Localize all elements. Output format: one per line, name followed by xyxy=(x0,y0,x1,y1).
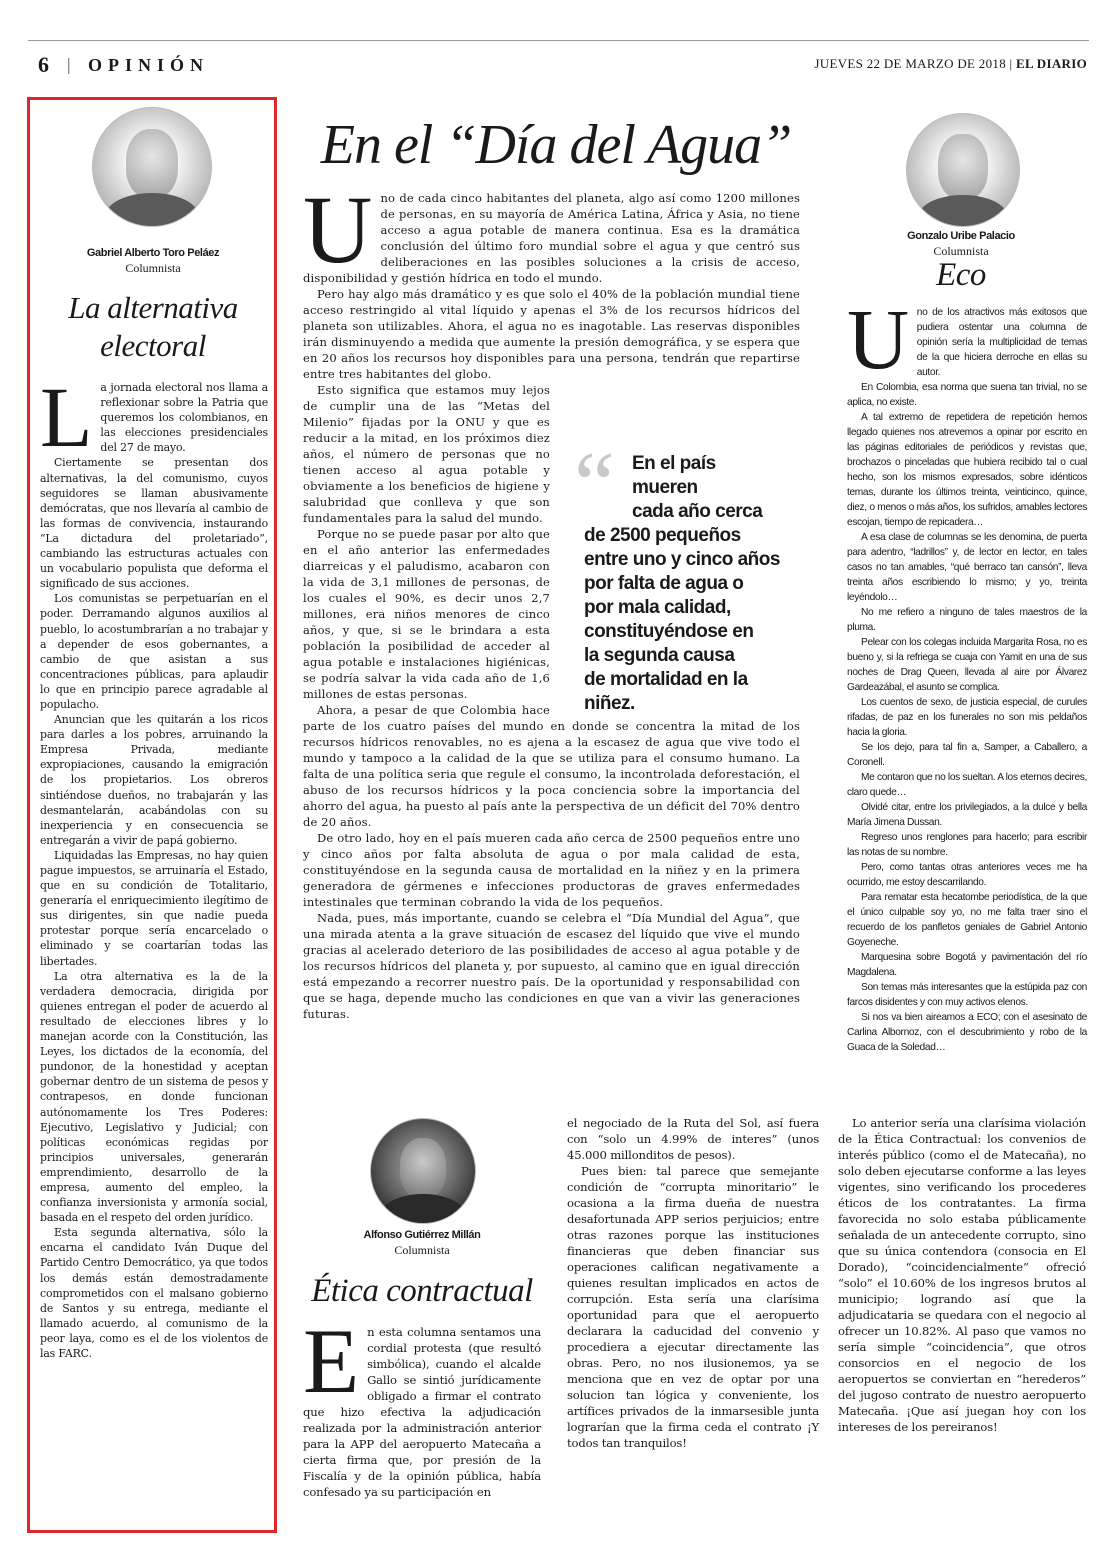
pull-quote-line: de 2500 pequeños xyxy=(584,525,741,546)
paragraph: Nada, pues, más importante, cuando se celebra el “Día Mundial del Agua”, que una mirada atenta a la grave situación de escasez del líquido que vive el mundo gracias al acelerado deterioro de las posibilidades de acceso al agua potable y de los recursos hídricos del planeta y, por supuesto, al camino que en igual dirección está empezando a recorrer nuestro país. De la oportunidad y responsabilidad con que se haga, depende mucho las condiciones en que van a vivir las generaciones futuras. xyxy=(303,911,800,1021)
paragraph: Pero, como tantas otras anteriores veces me ha ocurrido, me estoy descarrilando. xyxy=(847,862,1087,888)
section-name: OPINIÓN xyxy=(88,55,210,75)
paragraph: Pues bien: tal parece que semejante condición de “corrupta minoritario” le ocasiona a la firma dueña de nuestra desafortunada APP serios perjuicios; entre otras razones porque las instituciones financieras que deben financiar sus operaciones califican negativamente a quienes resultan implicados en actos de corrupción. Esta sería una clarísima oportunidad para que el aeropuerto declarara la caducidad del convenio y procediera a ejecutar directamente las obras. Pero, no nos ilusionemos, ya se menciona que en vez de optar por una solucion tan lógica y conveniente, los artífices privados de la inmarsesible junta lograrían que la firma ceda el contrato ¡Y todos tan tranquilos! xyxy=(567,1164,819,1450)
pull-quote-line: niñez. xyxy=(584,693,635,714)
paragraph: Anuncian que les quitarán a los ricos para darles a los pobres, arruinando la Empresa Privada, mediante expropiaciones, causando la emigración de los propietarios. Los obreros sintiéndose dueños, no trabajarán y las desmantelarán, acabándolas con su inexperiencia y en consecuencia se entregarán a vivir de papá gobierno. xyxy=(40,713,268,847)
paragraph xyxy=(303,382,800,526)
pull-quote-line: de mortalidad en la xyxy=(584,669,748,690)
paragraph: De otro lado, hoy en el país mueren cada año cerca de 2500 pequeños entre uno y cinco años por falta absoluta de agua o por mala calidad de esta, constituyéndose en la segunda causa de mortalidad en la niñez y en la primera generadora de gérmenes e infecciones productoras de graves enfermedades intestinales que terminan cobrando la vida de los pequeños. xyxy=(303,831,800,909)
quote-mark-icon: “ xyxy=(574,433,615,535)
paragraph: no de los atractivos más exitosos que pudiera ostentar una columna de opinión sería la multiplicidad de temas de la que hiciera derroche en ellas su autor. xyxy=(916,307,1087,378)
paragraph: La otra alternativa es la de la verdadera democracia, dirigida por quienes entregan el poder de acuerdo al resultado de elecciones libres y lo manejan acorde con la Constitución, las Leyes, los dictados de la economía, del pundonor, de la honestidad y aceptan gobernar dentro de un sistema de pesos y contrapesos, en donde funcionan autónomamente los Tres Poderes: Ejecutivo, Legislativo y Judicial; con políticas económicas regidas por principios universales, generarán emprendimiento, desarrollo de la empresa, aumento del empleo, la confianza inversionista y armonía social, basada en el respeto del orden jurídico. xyxy=(40,969,268,1225)
paragraph: No me refiero a ninguno de tales maestros de la pluma. xyxy=(847,607,1087,633)
paragraph-text: Esto significa que estamos muy lejos de cumplir una de las “Metas del Milenio” fijadas por la ONU y que es reducir a la mitad, en los próximos diez años, el número de personas que no tienen acceso al agua potable y obviamente a los beneficios de higiene y salubridad que conlleva y que son fundamentales para la salud del mundo. xyxy=(303,383,550,525)
author-photo-gutierrez xyxy=(370,1118,476,1224)
pull-quote-line: por falta de agua o xyxy=(584,573,744,594)
column-body-etica-a xyxy=(303,1310,541,1500)
issue-date: JUEVES 22 DE MARZO DE 2018 xyxy=(814,56,1006,71)
paragraph: Liquidadas las Empresas, no hay quien pague impuestos, se arruinaría el Estado, que en su condición de Totalitario, generaría el enriquecimiento ilegítimo de sus dirigentes, sin que nadie pueda protestar porque sería encarcelado o eliminado y se coartarían todas las libertades. xyxy=(40,848,268,968)
author-name: Gonzalo Uribe Palacio xyxy=(907,230,1015,242)
paragraph: n esta columna sentamos una cordial protesta (que resultó simbólica), cuando el alcalde Gallo se sintió jurídicamente obligado a firmar el contrato que hizo efectiva la adjudicación realizada por la administración anterior para la APP del aeropuerto Matecaña a cierta firma que, por presión de la Fiscalía y de la opinión pública, había confesado ya su participación en xyxy=(303,1325,541,1499)
column-title: Eco xyxy=(936,257,986,293)
paragraph: Pelear con los colegas incluida Margarita Rosa, no es bueno y, si la refriega se cuaja con Yamit en una de sus noches de Drag Queen, llevada al aire por Álvarez Gardeazábal, el asunto se complica. xyxy=(847,637,1087,693)
paragraph: Porque no se puede pasar por alto que en el año anterior las enfermedades diarreicas y el paludismo, acabaron con la vida de 3,1 millones de personas, de los cuales el 90%, es decir unos 2,7 millones, era niños menores de cinco años, y que, si se le brindara a esta población la posibilidad de acceder al agua potable e instalaciones higiénicas, se podría salvar la vida cada año de 1,6 millones de estas personas. xyxy=(303,527,550,701)
paragraph: a jornada electoral nos llama a reflexionar sobre la Patria que queremos los colombianos, en las elecciones presidenciales del 27 de mayo. xyxy=(100,381,268,455)
paragraph: Pero hay algo más dramático y es que solo el 40% de la población mundial tiene acceso restringido al vital líquido y apenas el 3% de los recursos hídricos del planeta son utilizables. Ahora, el agua no es inagotable. Las reservas disponibles irán disminuyendo a medida que aumente la presión demográfica, y se espera que en 20 años los recursos hoy disponibles para una persona, tendrán que repartirse entre tres habitantes del globo. xyxy=(303,287,800,381)
paragraph: En Colombia, esa norma que suena tan trivial, no se aplica, no existe. xyxy=(847,382,1087,408)
column-body-etica-c xyxy=(838,1115,1086,1435)
drop-cap: L xyxy=(40,369,93,465)
paragraph: Son temas más interesantes que la estúpida paz con farcos disidentes y con muy activos elenos. xyxy=(847,982,1087,1008)
column-title-line1: La alternativa xyxy=(68,290,238,325)
column-body-eco xyxy=(847,291,1087,1055)
pull-quote-line: por mala calidad, xyxy=(584,597,731,618)
paragraph: Esta segunda alternativa, sólo la encarna el candidato Iván Duque del Partido Centro Democrático, ya que todos los demás están demostradamente comprometidos con el malsano gobierno de Santos y su entrega, mediante el llamado acuerdo, al comunismo de la peor laya, como es el de los violentos de las FARC. xyxy=(40,1226,268,1360)
paper-name: EL DIARIO xyxy=(1016,56,1087,71)
page-number: 6 xyxy=(38,52,49,77)
paragraph: A esa clase de columnas se les denomina, de puerta para adentro, “ladrillos” y, de lector en lector, en tales casos no tan amables, “qué berraco tan cansón”, lleva treinta años escribiendo lo mismo; y yo, treinta leyéndolo… xyxy=(847,532,1087,603)
dateline: JUEVES 22 DE MARZO DE 2018 | EL DIARIO xyxy=(814,56,1087,71)
column-body-etica-b xyxy=(567,1115,819,1451)
pull-quote-line: cada año cerca xyxy=(632,501,763,522)
column-body-toro xyxy=(40,369,268,1361)
header-separator: | xyxy=(66,55,72,74)
paragraph: Regreso unos renglones para hacerlo; para escribir las notas de su nombre. xyxy=(847,832,1087,858)
paragraph: Ahora, a pesar de que Colombia hace parte de los cuatro países del mundo en donde se concentra la mitad de los recursos hídricos renovables, no es ajena a la escasez de agua que vive todo el mundo y tampoco a la calidad de la que se utiliza para el consumo humano. La falta de una política seria que regule el consumo, la incontrolada deforestación, el abuso de los recursos hídricos y la poca conciencia sobre la importancia del ahorro del agua, ha puesto al país ante la perspectiva de un déficit del 70% dentro de 20 años. xyxy=(303,703,800,829)
paragraph: Me contaron que no los sueltan. A los eternos decires, claro quede… xyxy=(847,772,1087,798)
pull-quote-line: la segunda causa xyxy=(584,645,735,666)
paragraph: Se los dejo, para tal fin a, Samper, a Caballero, a Coronell. xyxy=(847,742,1087,768)
author-role: Columnista xyxy=(394,1243,450,1257)
editorial-body xyxy=(303,176,800,1022)
paragraph: A tal extremo de repetidera de repetición hemos llegado quienes nos atrevemos a opinar por escrito en las páginas editoriales de periódicos y revistas que, brochazos o pinceladas que hubiera recibido tal o cual hecho, son los mismos expresados, sobre idénticos temas, durante los últimos treinta, veinticinco, quince, diez, o menos o más años, los sufridos, amables lectores escojan, tiempo de repicadera… xyxy=(847,412,1087,528)
author-role: Columnista xyxy=(933,244,989,258)
paragraph: Para rematar esta hecatombe periodística, de la que el único culpable soy yo, no me falta traer sino el recuerdo de los panfletos geniales de Gabriel Antonio Goyeneche. xyxy=(847,892,1087,948)
author-name: Gabriel Alberto Toro Peláez xyxy=(86,247,220,259)
column-title: Ética contractual xyxy=(311,1273,533,1309)
editorial-title: En el “Día del Agua” xyxy=(320,114,792,176)
paragraph: no de cada cinco habitantes del planeta, algo así como 1200 millones de personas, en su mayoría de América Latina, África y Asia, no tiene acceso a agua potable de manera continua. Esa es la dramática conclusión del último foro mundial sobre el agua y que centró sus deliberaciones en las posibles soluciones a la crisis de acceso, disponibilidad y gestión hídrica en todo el mundo. xyxy=(303,191,800,285)
column-title-line2: electoral xyxy=(100,328,206,363)
column-title xyxy=(36,289,270,365)
header-rule xyxy=(28,40,1089,41)
paragraph: Marquesina sobre Bogotá y pavimentación del río Magdalena. xyxy=(847,952,1087,978)
author-name: Alfonso Gutiérrez Millán xyxy=(363,1229,481,1241)
author-photo-uribe xyxy=(906,113,1020,227)
author-photo-toro xyxy=(92,107,212,227)
paragraph: Olvidé citar, entre los privilegiados, a la dulce y bella María Jimena Dussan. xyxy=(847,802,1087,828)
pull-quote-space xyxy=(550,398,800,714)
paragraph: Ciertamente se presentan dos alternativas, la del comunismo, cuyos seguidores se llaman abusivamente demócratas, que nos llevaría al cambio de las formas de convivencia, instaurando “La dictadura del proletariado”, cambiando las estructuras actuales con un vocabulario populista que deforma el significado de sus acciones. xyxy=(40,456,268,591)
paragraph: Los cuentos de sexo, de justicia especial, de curules rifadas, de paz en los funerales no son mis peldaños hacia la gloria. xyxy=(847,697,1087,738)
drop-cap: U xyxy=(303,176,373,283)
pull-quote-line: constituyéndose en xyxy=(584,621,754,642)
drop-cap: E xyxy=(303,1310,360,1412)
paragraph: Lo anterior sería una clarísima violación de la Ética Contractual: los convenios de interés público (como el de Matecaña), no solo deben ejecutarse conforme a las leyes vigentes, sino verificando los procederes éticos de los contratantes. La firma favorecida no solo estaba públicamente señalada de un antecedente corrupto, sino que su única contendora (consocia en El Dorado), “coincidencialmente” ofreció “solo” el 10.60% de los ingresos brutos al municipio; logrando así que la adjudicataria se quedara con el negocio al ofrecer un 10.82%. Al paso que vamos no sería simple “coincidencia”, que otros consorcios en el negocio de los aeropuertos se conviertan en “herederos” del jugoso contrato de nuestro aeropuerto Matecaña. ¡Que así juegan hoy con los intereses de los pereiranos! xyxy=(838,1116,1086,1434)
pull-quote-line: entre uno y cinco años xyxy=(584,549,780,570)
drop-cap: U xyxy=(847,291,909,387)
paragraph: el negociado de la Ruta del Sol, así fuera con “solo un 4.99% de interes” (unos 45.000 millonditos de pesos). xyxy=(567,1116,819,1162)
paragraph: Los comunistas se perpetuarían en el poder. Derramando algunos auxilios al pueblo, lo acostumbrarían a no trabajar y a depender de esos gobernantes, a cambio de que asistan a sus concentraciones públicas, para aplaudir lo que en principio parece agradable al populacho. xyxy=(40,592,268,711)
author-role: Columnista xyxy=(125,261,181,275)
paragraph: Si nos va bien aireamos a ECO; con el asesinato de Carlina Albornoz, con el descubrimiento y robo de la Guaca de la Soledad… xyxy=(847,1012,1087,1053)
pull-quote-line: En el país mueren xyxy=(632,453,716,498)
